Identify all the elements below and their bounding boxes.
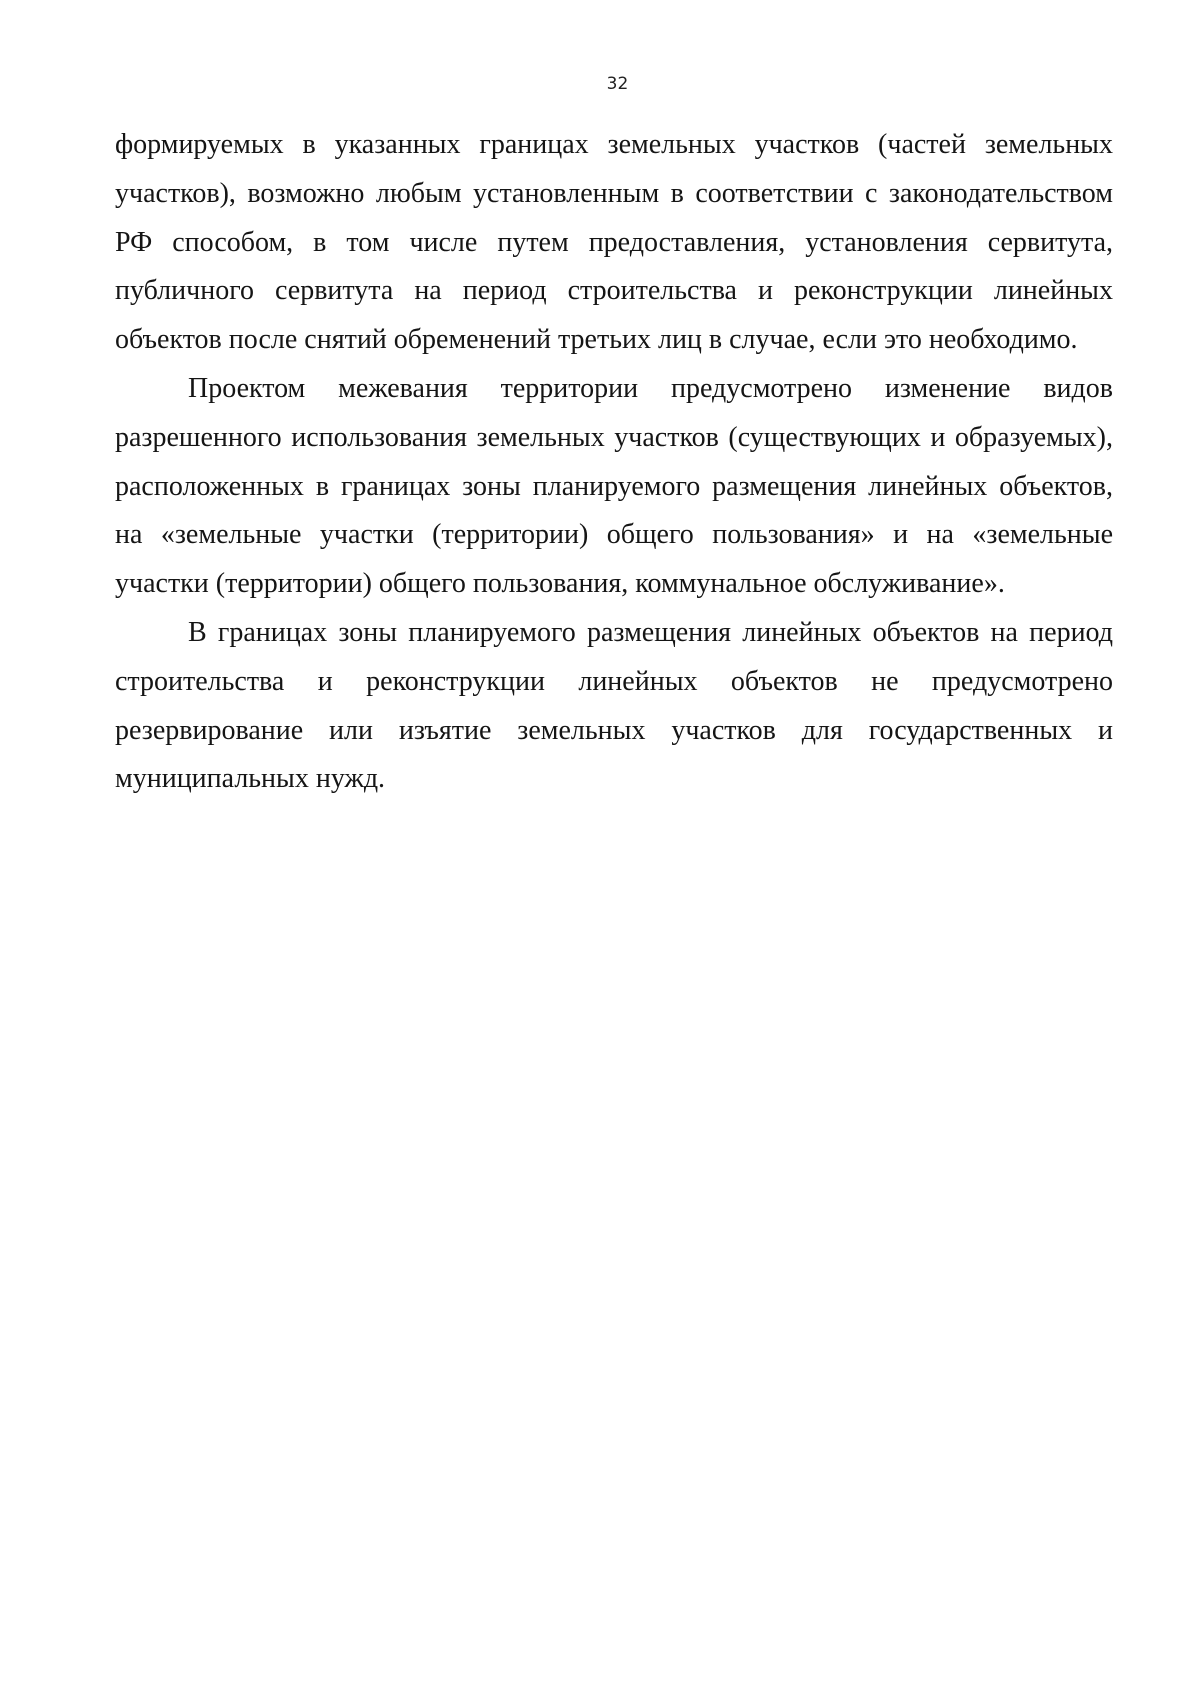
paragraph-continuation: формируемых в указанных границах земельных участков (частей земельных участков), возможно любым установленным в соответствии с законодательством РФ способом, в том числе путем предоставления, установления сервитута, публичного сервитута на период строительства и реконструкции линейных объектов после снятий обременений третьих лиц в случае, если это необходимо. (115, 129, 1113, 356)
document-body (115, 121, 1113, 804)
paragraph-no-reservation: В границах зоны планируемого размещения линейных объектов на период строительства и реконструкции линейных объектов не предусмотрено резервирование или изъятие земельных участков для государственных и муниципальных нужд. (115, 616, 1113, 795)
paragraph-land-use-change: Проектом межевания территории предусмотрено изменение видов разрешенного использования земельных участков (существующих и образуемых), расположенных в границах зоны планируемого размещения линейных объектов, на «земельные участки (территории) общего пользования» и на «земельные участки (территории) общего пользования, коммунальное обслуживание». (115, 372, 1113, 600)
page-number: 32 (606, 74, 629, 94)
